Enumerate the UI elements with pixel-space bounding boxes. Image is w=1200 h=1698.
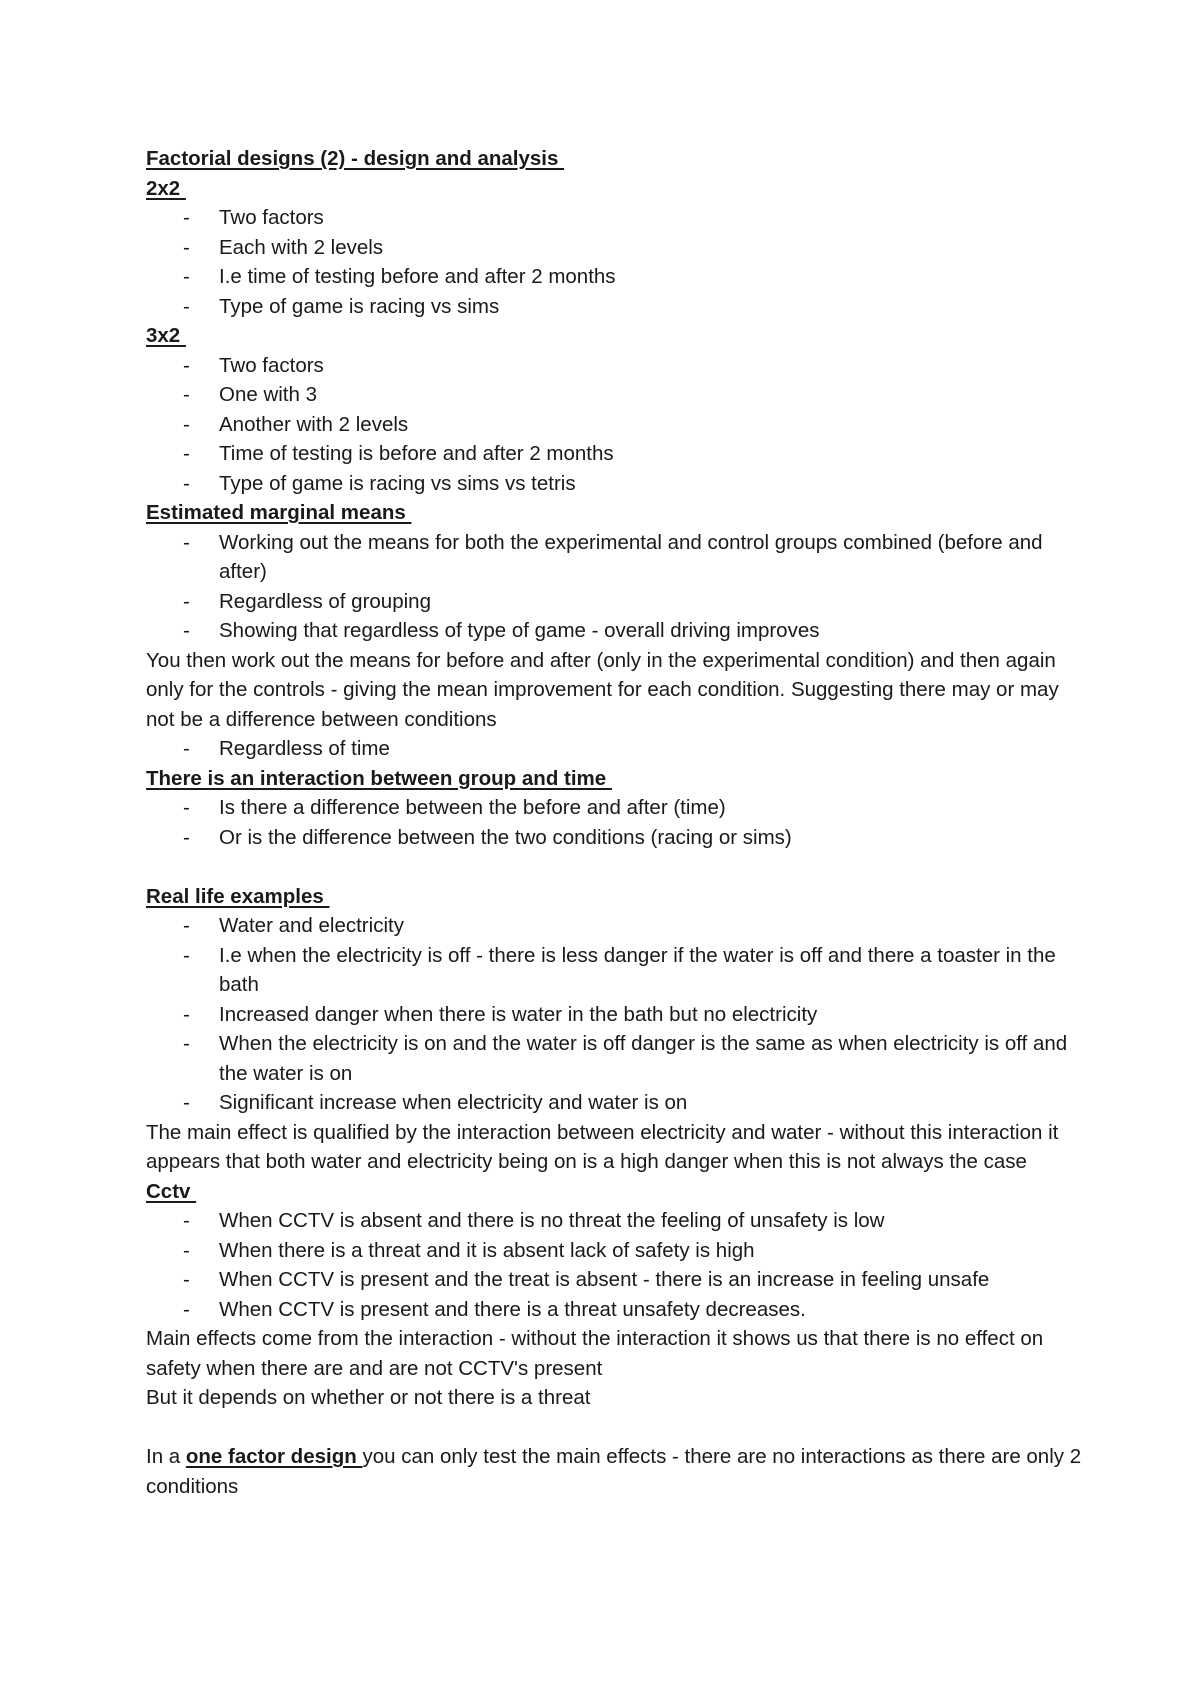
- list-item: [146, 1265, 1086, 1295]
- dash-bullet: -: [183, 943, 190, 967]
- dash-bullet: -: [183, 1268, 190, 1291]
- list-item-text: Regardless of grouping: [219, 589, 431, 613]
- paragraph-emm: You then work out the means for before and after (only in the experimental condition) and then again only for the controls - giving the mean improvement for each condition. Suggesting there may or may not be a difference between conditions: [146, 648, 1059, 731]
- list-item-text: Water and electricity: [219, 914, 404, 937]
- list-item-text: Or is the difference between the two conditions (racing or sims): [219, 825, 792, 849]
- list-item: [146, 292, 1086, 322]
- section-heading-cctv: Cctv: [146, 1179, 197, 1203]
- list-item: [146, 823, 1086, 853]
- section-2x2: [146, 174, 1086, 322]
- dash-bullet: -: [183, 1238, 190, 1262]
- list-item: [146, 1236, 1086, 1266]
- section-cctv: [146, 1177, 1086, 1413]
- document-page: [146, 144, 1086, 1501]
- dash-bullet: -: [183, 589, 190, 613]
- list-item: [146, 528, 1086, 587]
- list-item: [146, 1029, 1086, 1088]
- section-heading-interaction: There is an interaction between group and time: [146, 766, 612, 790]
- list-item-text: Two factors: [219, 206, 324, 229]
- paragraph-cctv-2: But it depends on whether or not there is a threat: [146, 1386, 591, 1409]
- closing-prefix: In a: [146, 1445, 186, 1468]
- list-item: [146, 793, 1086, 823]
- bullet-list-cctv: [146, 1206, 1086, 1324]
- dash-bullet: -: [183, 471, 190, 495]
- blank-line: [146, 852, 1086, 882]
- bullet-list-interaction: [146, 793, 1086, 852]
- list-item: [146, 469, 1086, 499]
- list-item: [146, 587, 1086, 617]
- list-item-text: Significant increase when electricity and water is on: [219, 1091, 688, 1114]
- section-heading-2x2: 2x2: [146, 176, 186, 200]
- section-heading-real-life: Real life examples: [146, 884, 330, 908]
- list-item: [146, 439, 1086, 469]
- list-item: [146, 351, 1086, 381]
- list-item-text: I.e when the electricity is off - there is less danger if the water is off and there a toaster in the bath: [219, 943, 1056, 996]
- blank-line: [146, 1413, 1086, 1443]
- list-item-text: Is there a difference between the before and after (time): [219, 796, 726, 819]
- dash-bullet: -: [183, 1209, 190, 1232]
- list-item: [146, 1295, 1086, 1325]
- dash-bullet: -: [183, 442, 190, 465]
- list-item-text: When CCTV is present and there is a threat unsafety decreases.: [219, 1297, 806, 1321]
- list-item: [146, 1000, 1086, 1030]
- list-item: [146, 911, 1086, 941]
- section-heading-emm: Estimated marginal means: [146, 501, 412, 524]
- bullet-list-emm: [146, 528, 1086, 646]
- list-item: [146, 262, 1086, 292]
- dash-bullet: -: [183, 796, 190, 819]
- dash-bullet: -: [183, 1091, 190, 1114]
- dash-bullet: -: [183, 825, 190, 849]
- paragraph-real-life: The main effect is qualified by the interaction between electricity and water - without this interaction it appears that both water and electricity being on is a high danger when this is not always the case: [146, 1120, 1059, 1173]
- dash-bullet: -: [183, 914, 190, 937]
- list-item: [146, 941, 1086, 1000]
- list-item-text: Showing that regardless of type of game - overall driving improves: [219, 619, 820, 642]
- list-item: [146, 410, 1086, 440]
- list-item-text: Time of testing is before and after 2 months: [219, 442, 614, 465]
- list-item: [146, 203, 1086, 233]
- list-item-text: When the electricity is on and the water is off danger is the same as when electricity is off and the water is on: [219, 1032, 1068, 1085]
- section-interaction: [146, 764, 1086, 853]
- bullet-list-3x2: [146, 351, 1086, 499]
- dash-bullet: -: [183, 206, 190, 229]
- document-title: [146, 144, 1086, 174]
- list-item: [146, 1088, 1086, 1118]
- dash-bullet: -: [183, 412, 190, 436]
- bullet-list-real-life: [146, 911, 1086, 1118]
- section-3x2: [146, 321, 1086, 498]
- list-item-text: Increased danger when there is water in the bath but no electricity: [219, 1002, 818, 1026]
- list-item-text: Working out the means for both the experimental and control groups combined (before and after): [219, 530, 1043, 583]
- list-item-text: When there is a threat and it is absent lack of safety is high: [219, 1238, 755, 1262]
- bullet-list-2x2: [146, 203, 1086, 321]
- dash-bullet: -: [183, 383, 190, 406]
- dash-bullet: -: [183, 530, 190, 554]
- dash-bullet: -: [183, 1002, 190, 1026]
- dash-bullet: -: [183, 1297, 190, 1321]
- paragraph-closing: [146, 1442, 1086, 1501]
- list-item: [146, 1206, 1086, 1236]
- list-item-text: Each with 2 levels: [219, 235, 384, 259]
- list-item-text: When CCTV is present and the treat is absent - there is an increase in feeling unsafe: [219, 1268, 990, 1291]
- section-real-life-examples: [146, 882, 1086, 1177]
- section-estimated-marginal-means: [146, 498, 1086, 764]
- dash-bullet: -: [183, 294, 190, 318]
- list-item: [146, 616, 1086, 646]
- section-heading-3x2: 3x2: [146, 324, 186, 347]
- list-item-text: Regardless of time: [219, 737, 390, 760]
- list-item-text: Two factors: [219, 353, 324, 377]
- list-item-text: One with 3: [219, 383, 317, 406]
- dash-bullet: -: [183, 1032, 190, 1055]
- paragraph-cctv-1: Main effects come from the interaction - without the interaction it shows us that there is no effect on safety when there are and are not CCTV's present: [146, 1327, 1044, 1380]
- dash-bullet: -: [183, 265, 190, 288]
- list-item-text: When CCTV is absent and there is no threat the feeling of unsafety is low: [219, 1209, 885, 1232]
- dash-bullet: -: [183, 619, 190, 642]
- dash-bullet: -: [183, 353, 190, 377]
- dash-bullet: -: [183, 737, 190, 760]
- list-item: [146, 233, 1086, 263]
- bullet-list-emm-2: [146, 734, 1086, 764]
- list-item-text: Type of game is racing vs sims: [219, 294, 500, 318]
- list-item-text: I.e time of testing before and after 2 months: [219, 265, 616, 288]
- list-item-text: Another with 2 levels: [219, 412, 409, 436]
- list-item-text: Type of game is racing vs sims vs tetris: [219, 471, 576, 495]
- dash-bullet: -: [183, 235, 190, 259]
- closing-emphasis: one factor design: [185, 1445, 363, 1468]
- closing-suffix: you can only test the main effects - there are no interactions as there are only 2 conditions: [146, 1445, 1082, 1498]
- title-text: Factorial designs (2) - design and analysis: [146, 147, 565, 170]
- list-item: [146, 734, 1086, 764]
- list-item: [146, 380, 1086, 410]
